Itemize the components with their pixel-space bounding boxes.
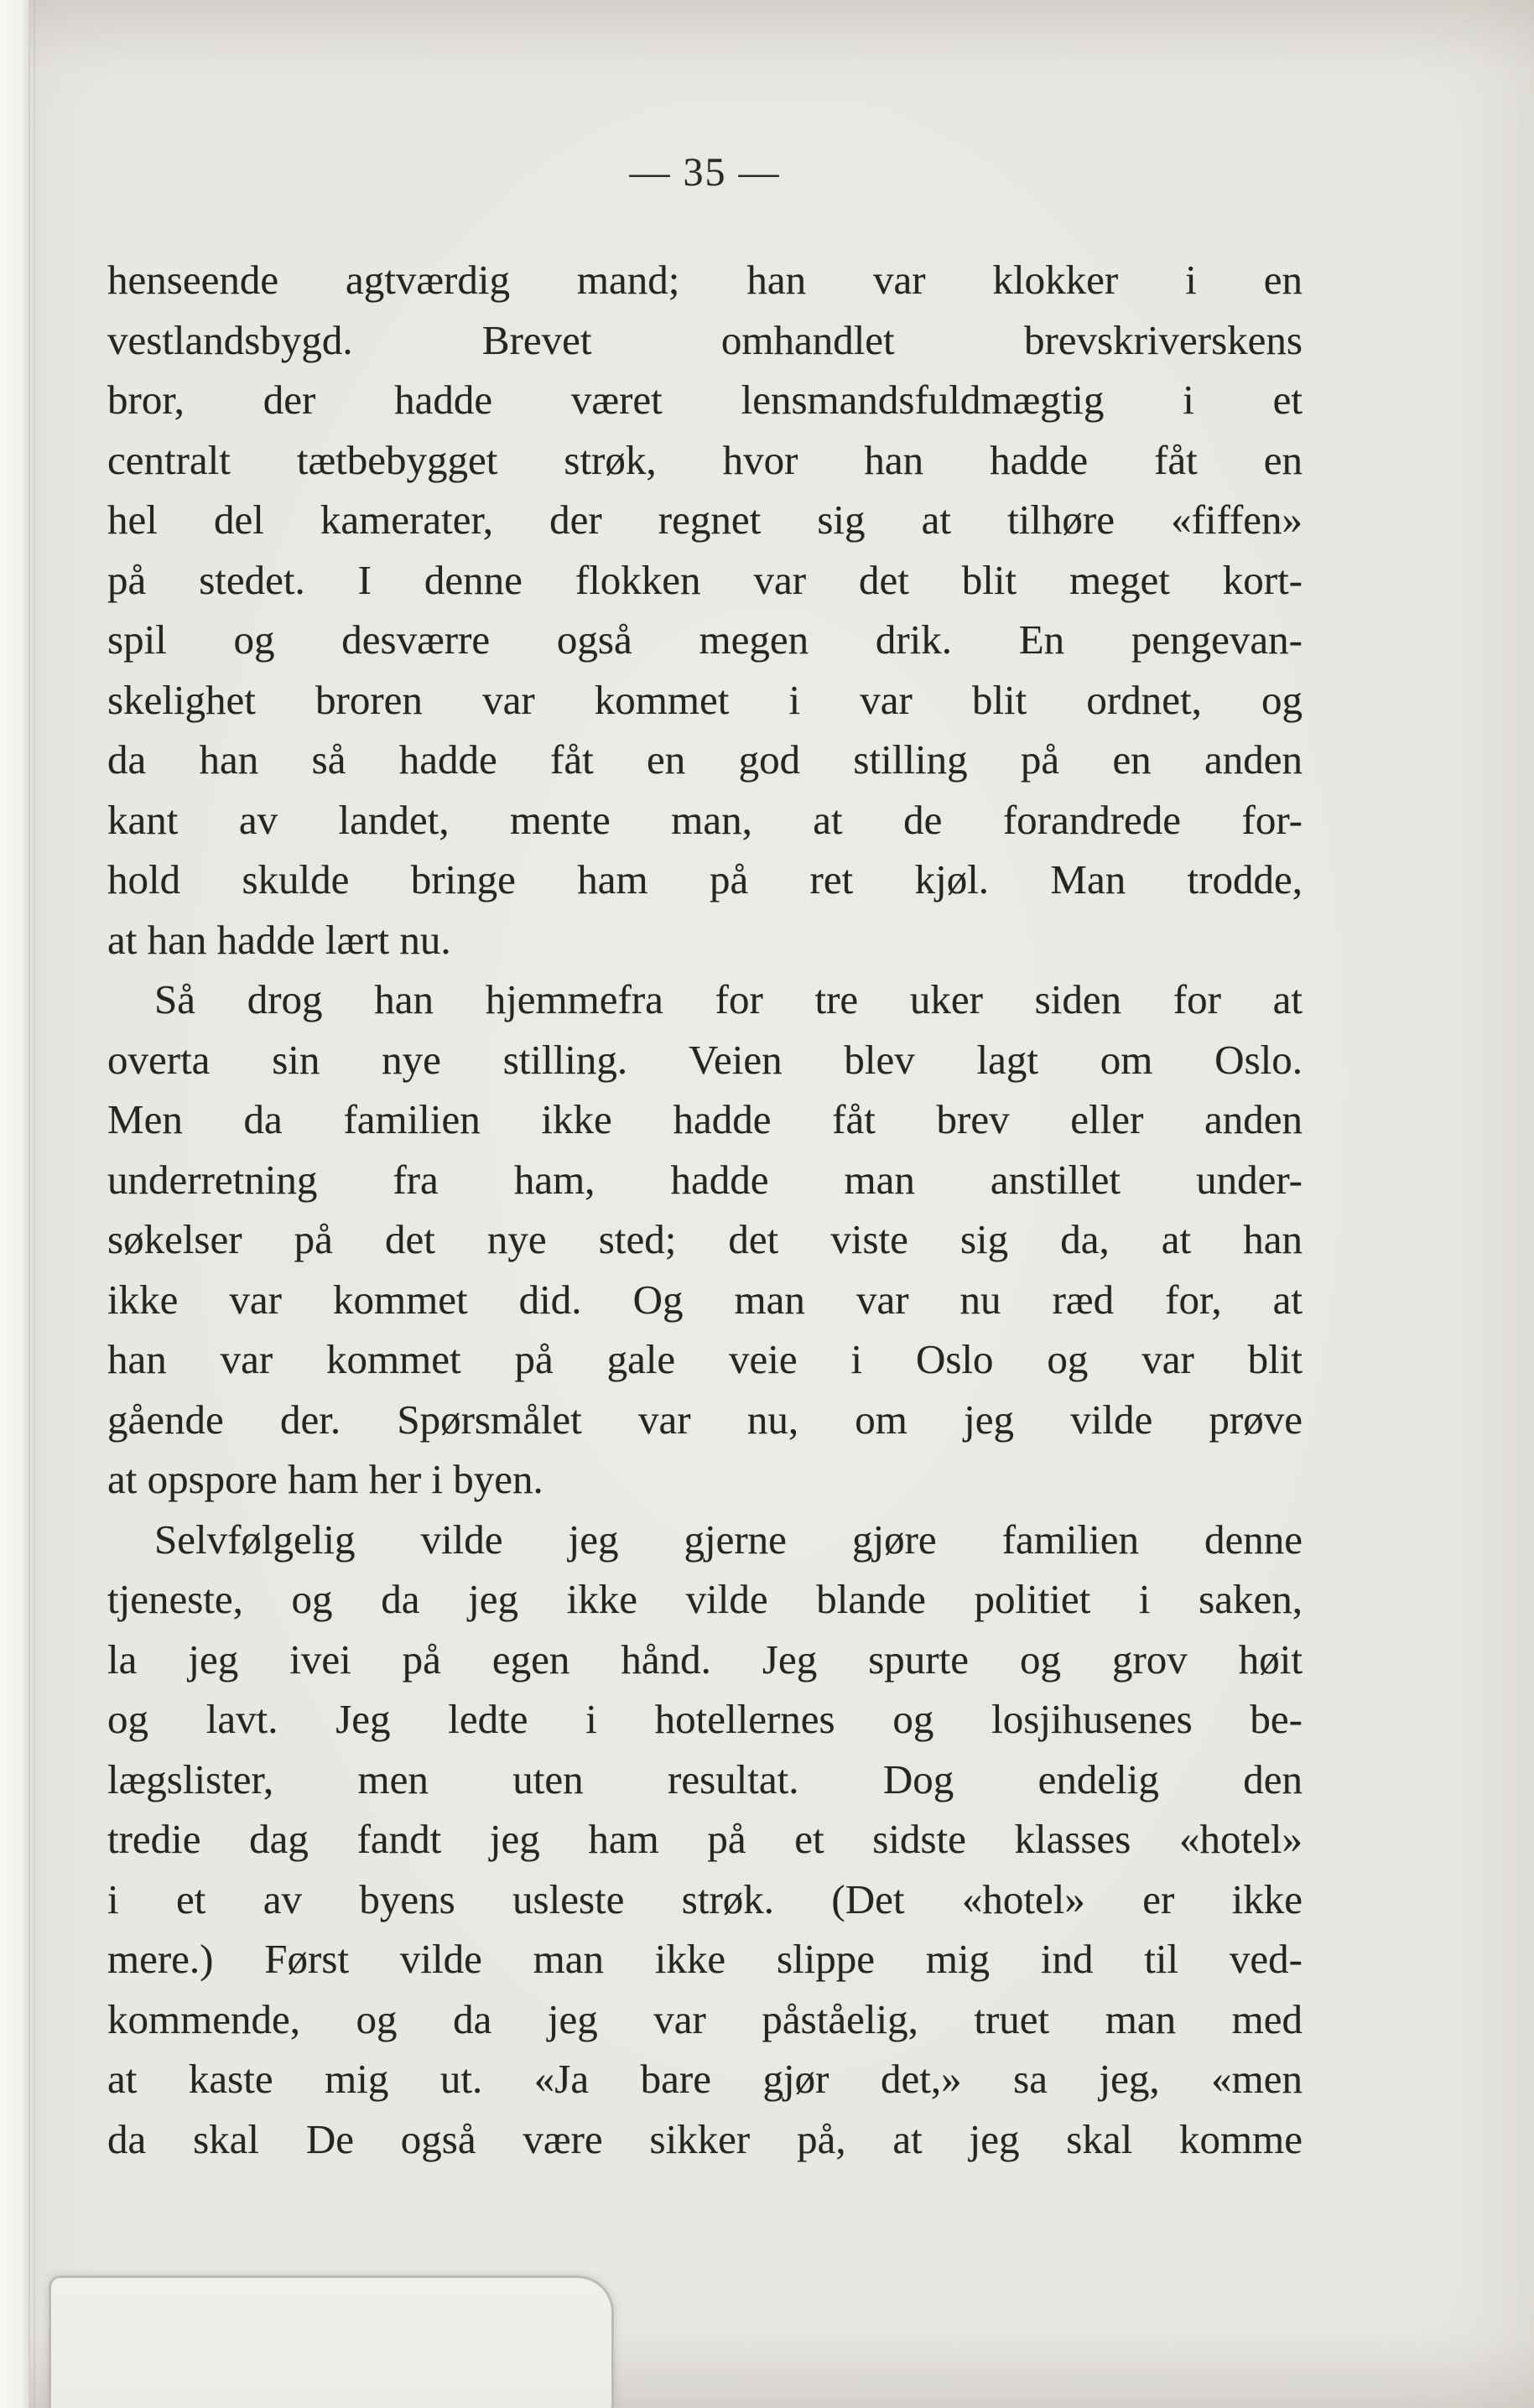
text-line: la jeg ivei på egen hånd. Jeg spurte og grov høit [107,1636,1303,1682]
text-line: Men da familien ikke hadde fåt brev eller anden [107,1096,1303,1142]
text-line: på stedet. I denne flokken var det blit meget kort- [107,556,1303,603]
text-line: centralt tætbebygget strøk, hvor han hadde fåt en [107,436,1303,483]
paragraph [107,970,1303,1510]
text-line: spil og desværre også megen drik. En pengevan- [107,616,1303,663]
page-edge-strip [0,0,30,2408]
text-line: underretning fra ham, hadde man anstillet under- [107,1156,1303,1203]
text-line: at han hadde lært nu. [107,916,451,963]
text-line: søkelser på det nye sted; det viste sig da, at han [107,1216,1303,1262]
text-line: og lavt. Jeg ledte i hotellernes og losjihusenes be- [107,1696,1303,1742]
text-line: bror, der hadde været lensmandsfuldmægtig i et [107,377,1303,423]
text-line: han var kommet på gale veie i Oslo og var blit [107,1336,1303,1382]
text-line: hel del kamerater, der regnet sig at tilhøre «fiffen» [107,497,1303,543]
text-line: gående der. Spørsmålet var nu, om jeg vilde prøve [107,1396,1303,1443]
text-line: Så drog han hjemmefra for tre uker siden for at [154,976,1303,1022]
scan-artifact-card [49,2275,614,2408]
text-line: Selvfølgelig vilde jeg gjerne gjøre familien denne [154,1516,1303,1563]
paragraph [107,1510,1303,2170]
text-line: lægslister, men uten resultat. Dog endelig den [107,1755,1303,1802]
text-line: ikke var kommet did. Og man var nu ræd for, at [107,1276,1303,1323]
text-line: at kaste mig ut. «Ja bare gjør det,» sa jeg, «men [107,2056,1303,2102]
text-line: henseende agtværdig mand; han var klokker i en [107,257,1303,303]
text-line: mere.) Først vilde man ikke slippe mig ind til ved- [107,1936,1303,1982]
page-edge-shadow [34,0,36,2408]
text-line: tredie dag fandt jeg ham på et sidste klasses «hotel» [107,1816,1303,1862]
text-line: at opspore ham her i byen. [107,1456,543,1502]
text-line: vestlandsbygd. Brevet omhandlet brevskriverskens [107,316,1303,363]
page-body [107,250,1303,2169]
text-line: tjeneste, og da jeg ikke vilde blande politiet i saken, [107,1576,1303,1622]
text-line: i et av byens usleste strøk. (Det «hotel» er ikke [107,1875,1303,1922]
page-number: — 35 — [629,150,781,195]
text-line: skelighet broren var kommet i var blit ordnet, og [107,676,1303,723]
text-line: da han så hadde fåt en god stilling på en anden [107,736,1303,783]
text-line: kant av landet, mente man, at de forandrede for- [107,796,1303,843]
text-line: da skal De også være sikker på, at jeg skal komme [107,2115,1303,2162]
text-line: kommende, og da jeg var påståelig, truet man med [107,1995,1303,2042]
text-line: hold skulde bringe ham på ret kjøl. Man trodde, [107,856,1303,902]
paragraph [107,250,1303,970]
text-line: overta sin nye stilling. Veien blev lagt om Oslo. [107,1036,1303,1083]
